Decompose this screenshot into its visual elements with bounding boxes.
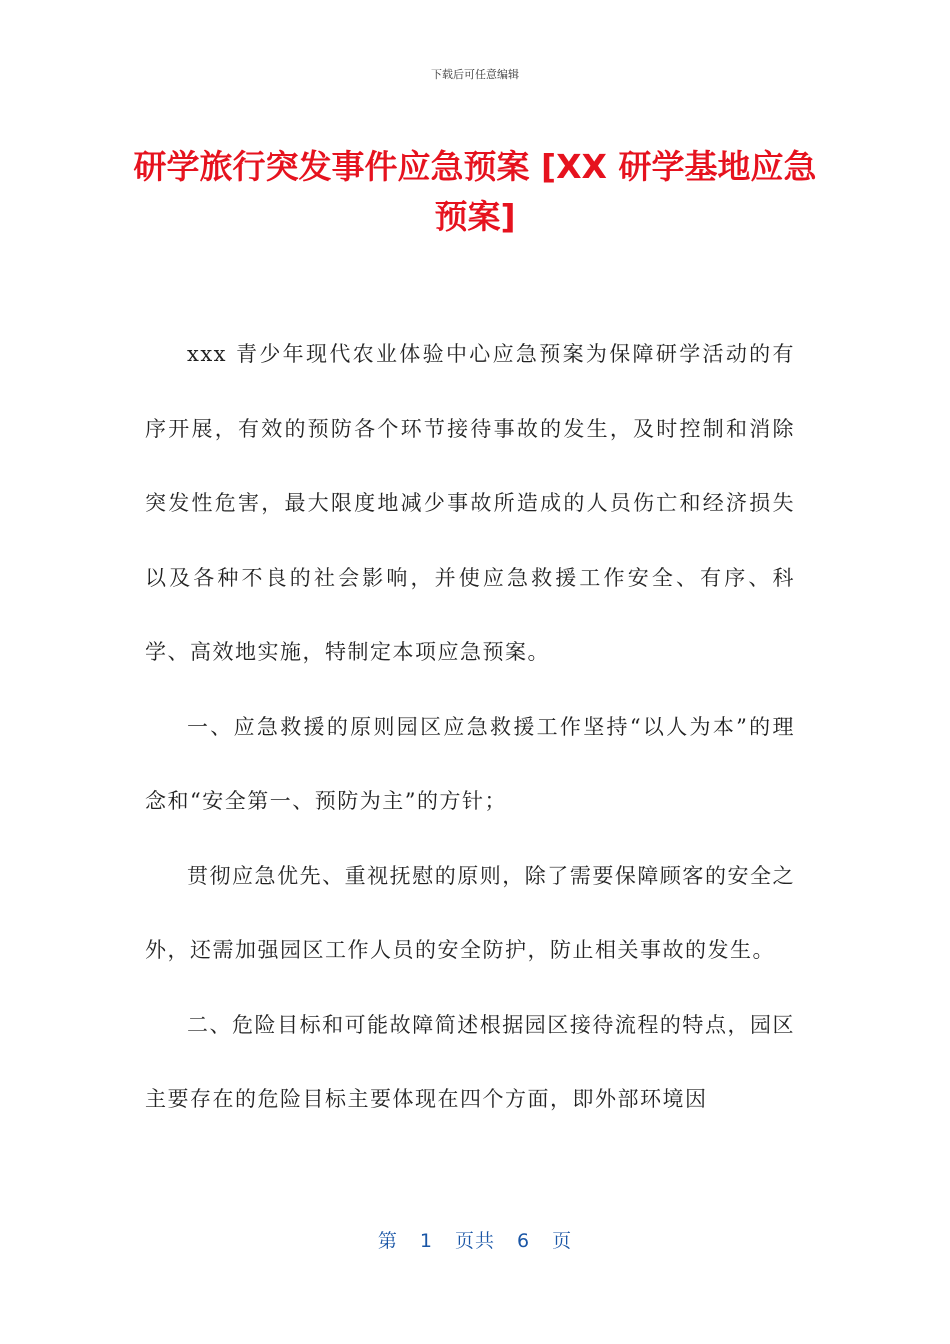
footer-page-suffix: 页 [552,1230,573,1252]
header-note: 下载后可任意编辑 [431,68,519,81]
paragraph-hazards: 二、危险目标和可能故障简述根据园区接待流程的特点，园区主要存在的危险目标主要体现在四个方面，即外部环境因 [145,1012,795,1111]
footer-page-prefix: 第 [377,1230,398,1252]
page-footer [0,1226,950,1253]
document-title: 研学旅行突发事件应急预案 [XX 研学基地应急预案] [133,147,817,236]
footer-total-pages: 6 [517,1230,531,1252]
paragraph-priority: 贯彻应急优先、重视抚慰的原则，除了需要保障顾客的安全之外，还需加强园区工作人员的安全防护，防止相关事故的发生。 [145,863,795,962]
footer-page-number: 1 [419,1230,433,1252]
document-body [145,317,795,1137]
paragraph-intro: xxx 青少年现代农业体验中心应急预案为保障研学活动的有序开展，有效的预防各个环节接待事故的发生，及时控制和消除突发性危害，最大限度地减少事故所造成的人员伤亡和经济损失以及各种不良的社会影响，并使应急救援工作安全、有序、科学、高效地实施，特制定本项应急预案。 [145,342,795,664]
paragraph-principle: 一、应急救援的原则园区应急救援工作坚持“以人为本”的理念和“安全第一、预防为主”的方针； [145,714,795,813]
footer-page-mid: 页共 [454,1230,495,1252]
